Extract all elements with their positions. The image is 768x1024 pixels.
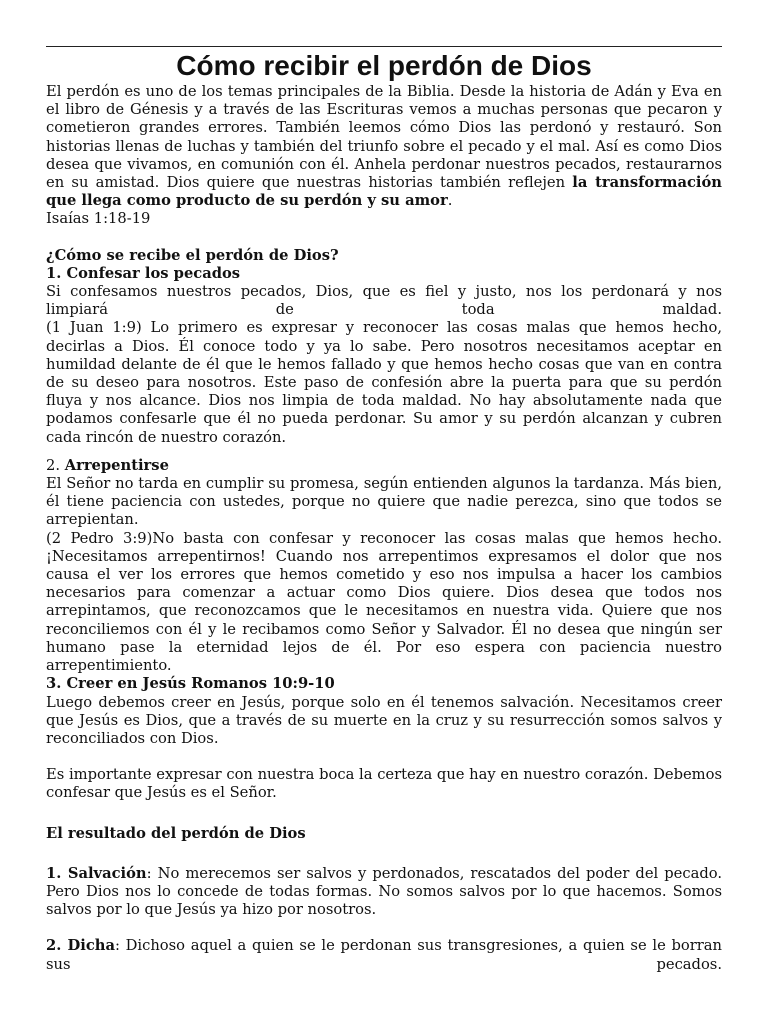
step-2-heading bbox=[46, 457, 722, 475]
result-1 bbox=[46, 865, 722, 920]
step-2-body: (2 Pedro 3:9)No basta con confesar y reconocer las cosas malas que hemos hecho. ¡Necesitamos arrepentirnos! Cuando nos arrepentimos expresamos el dolor que nos causa el ver los errores que hemos cometido y eso nos impulsa a hacer los cambios necesarios para comenzar a actuar como Dios quiere. Dios desea que todos nos arrepintamos, que reconozcamos que le necesitamos en nuestra vida. Quiere que nos reconciliemos con él y le recibamos como Señor y Salvador. Él no desea que ningún ser humano pase la eternidad lejos de él. Por eso espera con paciencia nuestro arrepentimiento. bbox=[46, 529, 722, 675]
result-1-label: 1. Salvación bbox=[46, 864, 147, 882]
document-page bbox=[46, 46, 722, 974]
intro-text: El perdón es uno de los temas principales de la Biblia. Desde la historia de Adán y Eva en el libro de Génesis y a través de las Escrituras vemos a muchas personas que pecaron y cometieron grandes errores. También leemos cómo Dios las perdonó y restauró. Son historias llenas de luchas y también del triunfo sobre el pecado y el mal. Así es como Dios desea que vivamos, en comunión con él. Anhela perdonar nuestros pecados, restaurarnos en su amistad. Dios quiere que nuestras historias también reflejen bbox=[46, 83, 722, 192]
result-2 bbox=[46, 937, 722, 973]
result-2-label: 2. Dicha bbox=[46, 937, 115, 955]
step-2-number: 2. bbox=[46, 456, 61, 474]
step-3-heading: 3. Creer en Jesús Romanos 10:9-10 bbox=[46, 675, 335, 693]
step-2-title: Arrepentirse bbox=[64, 456, 169, 474]
intro-end: . bbox=[447, 192, 453, 210]
step-2-verse: El Señor no tarda en cumplir su promesa, según entienden algunos la tardanza. Más bien, él tiene paciencia con ustedes, porque no quiere que nadie perezca, sino que todos se arrepientan. bbox=[46, 475, 722, 529]
step-1-heading: 1. Confesar los pecados bbox=[46, 264, 241, 282]
page-title: Cómo recibir el perdón de Dios bbox=[176, 50, 592, 81]
intro-reference: Isaías 1:18-19 bbox=[46, 210, 151, 228]
step-1-verse: Si confesamos nuestros pecados, Dios, que es fiel y justo, nos los perdonará y nos limpiará de toda maldad. bbox=[46, 283, 722, 319]
intro-bold-text: la transformación que llega como producto de su perdón y su amor bbox=[46, 174, 722, 210]
step-3-body-2: Es importante expresar con nuestra boca la certeza que hay en nuestro corazón. Debemos confesar que Jesús es el Señor. bbox=[46, 766, 722, 802]
result-2-text: : Dichoso aquel a quien se le perdonan sus transgresiones, a quien se le borran sus pecados. bbox=[46, 937, 722, 973]
question-heading: ¿Cómo se recibe el perdón de Dios? bbox=[46, 246, 339, 264]
intro-paragraph bbox=[46, 83, 722, 210]
top-rule bbox=[46, 46, 722, 47]
step-3-body: Luego debemos creer en Jesús, porque solo en él tenemos salvación. Necesitamos creer que Jesús es Dios, que a través de su muerte en la cruz y su resurrección somos salvos y reconciliados con Dios. bbox=[46, 693, 722, 747]
step-1-body: (1 Juan 1:9) Lo primero es expresar y reconocer las cosas malas que hemos hecho, decirlas a Dios. Él conoce todo y ya lo sabe. Pero nosotros necesitamos aceptar en humildad delante de él que le hemos fallado y que hemos hecho cosas que van en contra de su deseo para nosotros. Este paso de confesión abre la puerta para que su perdón fluya y nos alcance. Dios nos limpia de toda maldad. No hay absolutamente nada que podamos confesarle que él no pueda perdonar. Su amor y su perdón alcanzan y cubren cada rincón de nuestro corazón. bbox=[46, 319, 722, 446]
result-1-text: : No merecemos ser salvos y perdonados, rescatados del poder del pecado. Pero Dios nos lo concede de todas formas. No somos salvos por lo que hacemos. Somos salvos por lo que Jesús ya hizo por nosotros. bbox=[46, 864, 722, 919]
result-heading: El resultado del perdón de Dios bbox=[46, 824, 306, 842]
